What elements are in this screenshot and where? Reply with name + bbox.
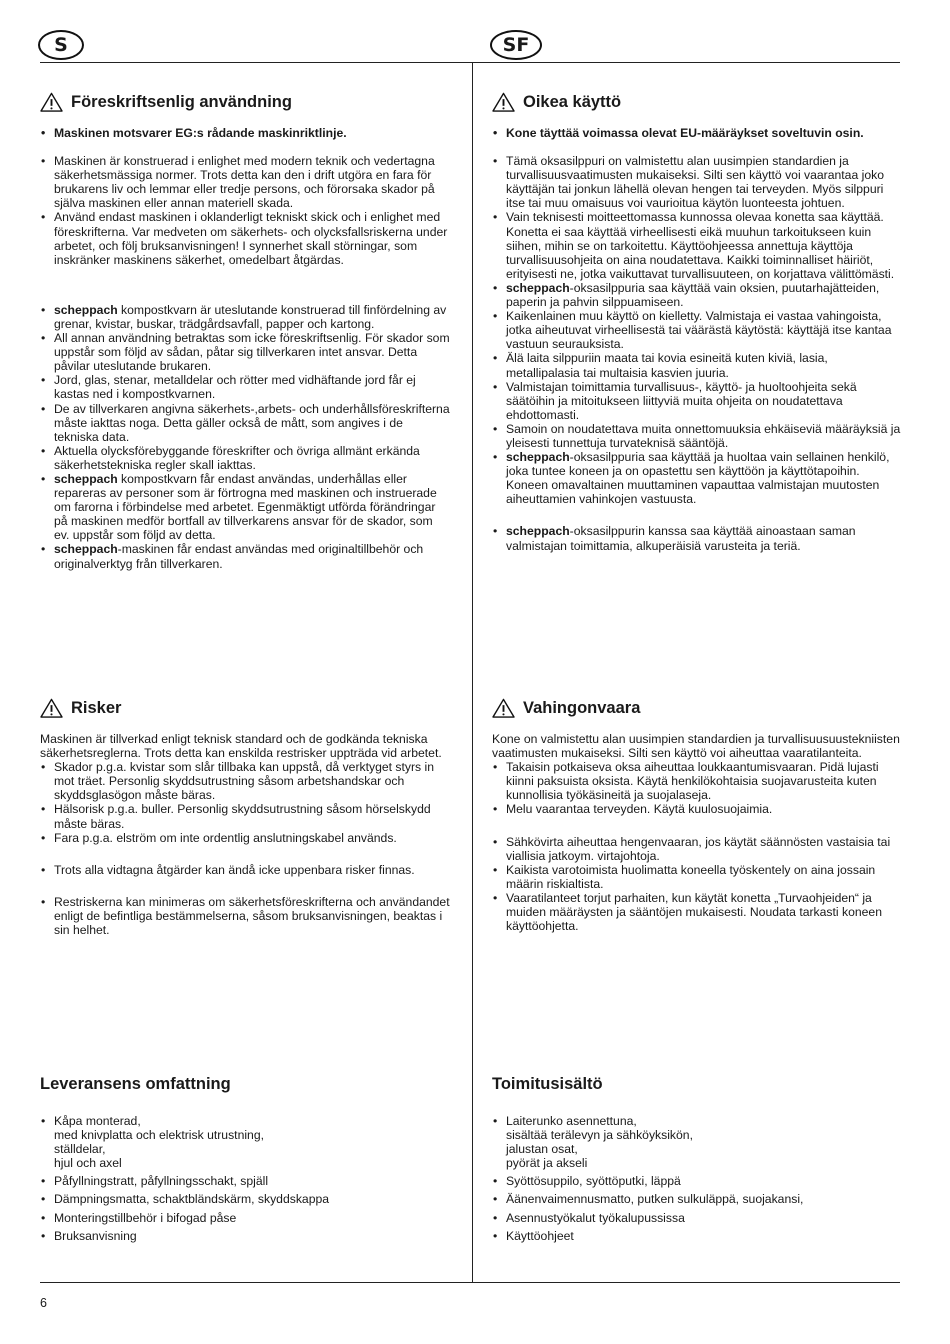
section-title [40, 698, 450, 718]
list-item: • Maskinen motsvarer EG:s rådande maskinriktlinje. [40, 126, 450, 140]
item-text: Jord, glas, stenar, metalldelar och rötter med vidhäftande jord får ej kastas ned i kompostkvarnen. [54, 373, 416, 402]
list-item: • Använd endast maskinen i oklanderligt tekniskt skick och i enlighet med föreskrifterna. Var medveten om säkerhets- och olycksfallsriskerna under arbetet, och följ bruksanvisningen! I synnerhet skall störningar, som inskränker maskinens säkerhet, omedelbart åtgärdas. [40, 210, 450, 266]
list-item [492, 281, 902, 309]
list-item [492, 154, 902, 210]
item-line: sisältää terälevyn ja sähköyksikön, [506, 1128, 693, 1143]
list-item [40, 542, 450, 570]
list-item: • Restriskerna kan minimeras om säkerhetsföreskrifterna och användandet enligt de befintliga bestämmelserna, såsom bruksanvisningen, beaktas i sin helhet. [40, 895, 450, 937]
list-item: • Maskinen är konstruerad i enlighet med modern teknik och vedertagna säkerhetsmässiga normer. Trots detta kan den i drift utgöra en fara för brukarens liv och lemmar eller tredje persons, och förorsaka skador på själva maskinen eller annan materiell skada. [40, 154, 450, 210]
section-title: Leveransens omfattning [40, 1075, 231, 1093]
list-item [492, 210, 902, 280]
warning-triangle-icon [40, 698, 63, 718]
list-item [40, 472, 450, 542]
item-line: • Laiterunko asennettuna, [506, 1114, 637, 1128]
list-item [40, 331, 450, 373]
list-item [40, 373, 450, 401]
section-title-text: Risker [71, 698, 122, 717]
section-intro: Kone on valmistettu alan uusimpien standardien ja turvallisuusuustekniisten vaatimusten mukaiseksi. Silti sen käyttö voi aiheuttaa vaaratilanteita. [492, 732, 900, 761]
brand-name: scheppach [54, 302, 118, 317]
item-line: • Kåpa monterad, [54, 1114, 141, 1128]
item-text: De av tillverkaren angivna säkerhets-,arbets- och underhållsföreskrifterna måste iakttas noga. Detta gäller också de mått, som angives i de tekniska data. [54, 401, 450, 444]
list-item [40, 402, 450, 444]
section-title-text: Vahingonvaara [523, 698, 641, 717]
list-item [492, 309, 902, 351]
item-text: kompostkvarn får endast användas, underhållas eller repareras av personer som är förtrogna med maskinen och instruerade om farorna i förbindelse med arbetet. Egenmäktigt utförda förändringar på maskinen medför bortfall av tillverkarens ansvar för de skador, som ev. uppstår som följd av detta. [54, 471, 437, 543]
item-text: kompostkvarn är uteslutande konstruerad till finfördelning av grenar, kvistar, buskar, trädgårdsavfall, papper och kartong. [54, 302, 447, 331]
item-text: -oksasilppuria saa käyttää vain oksien, puutarhajätteiden, paperin ja pahvin silppuamiseen. [506, 280, 880, 310]
item-text: -maskinen får endast användas med originaltillbehör och originalverktyg från tillverkaren. [54, 542, 424, 571]
item-text: Älä laita silppuriin maata tai kovia esineitä kuten kiviä, lasia, metallipalasia tai multaisia kasvien juuria. [506, 351, 828, 380]
item-text: Tämä oksasilppuri on valmistettu alan uusimpien standardien ja turvallisuusvaatimusten mukaiseksi. Silti sen käyttö voi vaarantaa joko käyttäjän tai jonkun lähellä olevan hengen tai terveyden. Myös silppuri itse tai muu omaisuus voi vaurioitua käytön luonteesta johtuen. [506, 154, 884, 211]
section-leveransens-omfattning [40, 1075, 450, 1243]
warning-triangle-icon [492, 698, 515, 718]
language-badge-finnish [490, 30, 542, 60]
list-item: • Kone täyttää voimassa olevat EU-määräykset soveltuvin osin. [492, 126, 902, 140]
list-item [40, 444, 450, 472]
list-item: • Vaaratilanteet torjut parhaiten, kun käytät konetta „Turvaohjeiden“ ja muiden määräysten ja sääntöjen mukaisesti. Noudata tarkasti koneen käyttöohjetta. [492, 891, 902, 933]
brand-name: scheppach [506, 450, 570, 465]
list-item: • Trots alla vidtagna åtgärder kan ändå icke uppenbara risker finnas. [40, 863, 450, 877]
item-line: med knivplatta och elektrisk utrustning, [54, 1128, 264, 1143]
warning-triangle-icon [492, 92, 515, 112]
section-title-text: Föreskriftsenlig användning [71, 92, 292, 111]
item-line: ställdelar, [54, 1142, 106, 1157]
list-item: • Melu vaarantaa terveyden. Käytä kuulosuojaimia. [492, 802, 902, 816]
list-item [40, 1114, 450, 1170]
list-item [492, 351, 902, 379]
section-toimitusisalto [492, 1075, 902, 1243]
section-intro: Maskinen är tillverkad enligt teknisk standard och de godkända tekniska säkerhetsreglerna. Trots detta kan enskilda restrisker uppträda vid arbetet. [40, 732, 442, 761]
item-line: hjul och axel [54, 1156, 122, 1171]
list-item [492, 524, 902, 552]
column-divider [472, 62, 473, 1282]
badge-label: SF [502, 34, 530, 56]
header-rule [40, 62, 900, 63]
badge-label: S [54, 34, 68, 56]
page-number: 6 [40, 1296, 47, 1310]
list-item [492, 422, 902, 450]
list-item [492, 1114, 902, 1170]
item-line: pyörät ja akseli [506, 1156, 588, 1171]
brand-name: scheppach [506, 280, 570, 295]
list-item: • Hälsorisk p.g.a. buller. Personlig skyddsutrustning såsom hörselskydd måste bäras. [40, 802, 450, 830]
list-item: • Påfyllningstratt, påfyllningsschakt, spjäll [40, 1174, 450, 1188]
brand-name: scheppach [506, 524, 570, 539]
list-item [492, 450, 902, 506]
item-text: Vain teknisesti moitteettomassa kunnossa olevaa konetta saa käyttää. Konetta ei saa käyttää virheellisesti eikä muuhun tarkoitukseen kuin siihen, mihin se on tarkoitettu. Käyttöohjeessa annettuja käyttöja turvallisuusohjeita on aina noudatettava. Kaikki toiminnalliset häiriöt, erityisesti ne, jotka vaikuttavat turvallisuuteen, on korjattava välittömästi. [506, 210, 895, 281]
item-text: Valmistajan toimittamia turvallisuus-, käyttö- ja huoltoohjeita sekä säätöihin ja mitoitukseen liittyviä muita ohjeita on noudatettava ehdottomasti. [506, 379, 857, 422]
item-text: Samoin on noudatettava muita onnettomuuksia ehkäiseviä määräyksiä ja yleisesti tunnettuja turvateknisä sääntöjä. [506, 421, 901, 450]
item-text: -oksasilppurin kanssa saa käyttää ainoastaan saman valmistajan toimittamia, alkuperäisiä varusteita ja teriä. [506, 524, 856, 553]
list-item: • Dämpningsmatta, schaktbländskärm, skyddskappa [40, 1192, 450, 1206]
list-item: • Skador p.g.a. kvistar som slår tillbaka kan uppstå, då verktyget styrs in mot träet. Personlig skyddsutrustning såsom arbetshandskar och skyddsglasögon måste bäras. [40, 760, 450, 802]
section-title-text: Oikea käyttö [523, 92, 622, 111]
section-title [492, 92, 902, 112]
item-text: All annan användning betraktas som icke föreskriftsenlig. För skador som uppstår som följd av sådan, påtar sig tillverkaren intet ansvar. Detta påvilar uteslutande brukaren. [54, 331, 450, 374]
list-item: • Käyttöohjeet [492, 1229, 902, 1243]
list-item [492, 380, 902, 422]
section-title [492, 698, 902, 718]
section-oikea-kaytto [492, 92, 902, 553]
section-title: Toimitusisältö [492, 1075, 603, 1093]
list-item [40, 303, 450, 331]
brand-name: scheppach [54, 542, 118, 557]
item-text: -oksasilppuria saa käyttää ja huoltaa vain sellainen henkilö, joka tuntee koneen ja on opastettu sen käyttöön ja käyttötapoihin. Koneen omavaltainen muuttaminen vapauttaa valmistajan muutosten aiheuttamien vahinkojen vastuusta. [506, 450, 890, 507]
list-item: • Kaikista varotoimista huolimatta koneella työskentely on aina jossain määrin riskialtista. [492, 863, 902, 891]
footer-rule [40, 1282, 900, 1283]
list-item: • Bruksanvisning [40, 1229, 450, 1243]
section-risker [40, 698, 450, 937]
list-item: • Sähkövirta aiheuttaa hengenvaaran, jos käytät säännösten vastaisia tai viallisia jatkoym. virtajohtoja. [492, 835, 902, 863]
item-text: Aktuella olycksförebyggande föreskrifter och övriga allmänt erkända säkerhetstekniska regler skall iakttas. [54, 443, 420, 472]
list-item: • Asennustyökalut työkalupussissa [492, 1211, 902, 1225]
warning-triangle-icon [40, 92, 63, 112]
list-item: • Fara p.g.a. elström om inte ordentlig anslutningskabel används. [40, 831, 450, 845]
item-text: Kaikenlainen muu käyttö on kielletty. Valmistaja ei vastaa vahingoista, jotka aiheutuvat virheellisestä tai väärästä käytöstä: käyttäjä itse kantaa vastuun seurauksista. [506, 309, 892, 352]
list-item: • Monteringstillbehör i bifogad påse [40, 1211, 450, 1225]
brand-name: scheppach [54, 471, 118, 486]
list-item: • Takaisin potkaiseva oksa aiheuttaa loukkaantumisvaaran. Pidä lujasti kiinni paksuista oksista. Käytä henkilökohtaisia suojavarusteita kuten kunnollisia työkäsineitä ja suojalaseja. [492, 760, 902, 802]
list-item: • Äänenvaimennusmatto, putken sulkuläppä, suojakansi, [492, 1192, 902, 1206]
list-item: • Syöttösuppilo, syöttöputki, läppä [492, 1174, 902, 1188]
section-title [40, 92, 450, 112]
section-vahingonvaara [492, 698, 902, 933]
language-badge-swedish [38, 30, 84, 60]
section-foreskriftsenlig [40, 92, 450, 571]
item-line: jalustan osat, [506, 1142, 578, 1157]
